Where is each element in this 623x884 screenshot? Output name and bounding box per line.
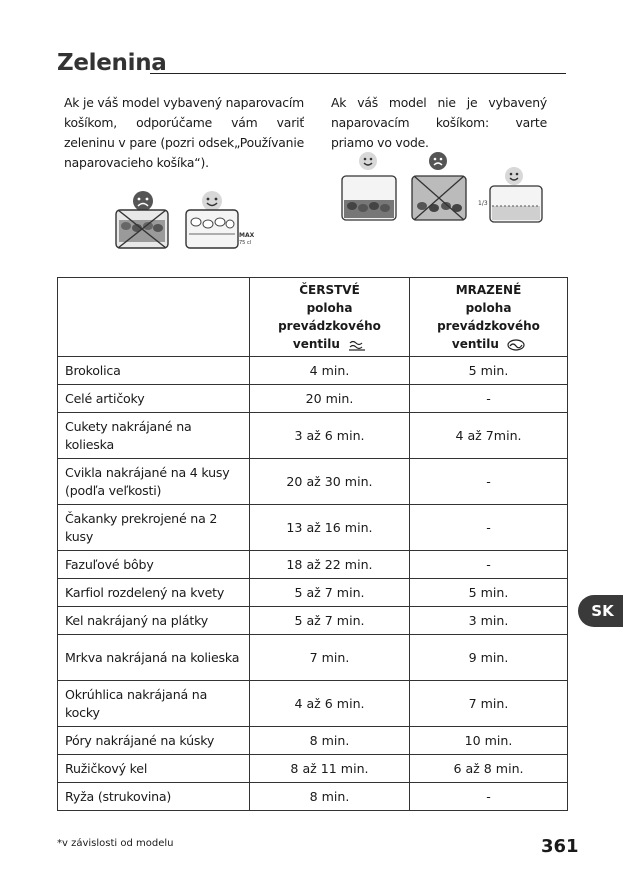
header-frozen-title: MRAZENÉ [455, 283, 522, 297]
header-frozen-valve: ventilu [451, 337, 499, 351]
happy-face-icon [202, 191, 222, 211]
fresh-time-cell: 8 až 11 min. [250, 755, 410, 783]
table-row [58, 551, 568, 579]
food-cell: Karfiol rozdelený na kvety [58, 579, 250, 607]
table-row [58, 755, 568, 783]
intro-without-basket: Ak váš model nie je vybavený naparovacím košíkom: varte priamo vo vode. [331, 95, 547, 150]
food-cell: Ryža (strukovina) [58, 783, 250, 811]
frozen-time-cell: 10 min. [410, 727, 568, 755]
max-label: MAX [239, 232, 255, 239]
table-row [58, 681, 568, 727]
footnote: *v závislosti od modelu [57, 838, 174, 849]
table-row [58, 459, 568, 505]
frozen-time-cell: - [410, 783, 568, 811]
table-header-row [58, 278, 568, 357]
intro-with-basket: Ak je váš model vybavený naparovacím košíkom, odporúčame vám variť zeleninu v pare (pozri odsek„Používanie naparovacieho košíka“). [64, 95, 304, 170]
food-cell: Čakanky prekrojené na 2 kusy [58, 505, 250, 551]
happy-face-icon [359, 152, 377, 170]
header-fresh [250, 278, 410, 357]
fresh-time-cell: 13 až 16 min. [250, 505, 410, 551]
table-row [58, 579, 568, 607]
food-cell: Celé artičoky [58, 385, 250, 413]
table-row [58, 727, 568, 755]
overfilled-basket-icon [116, 210, 168, 248]
fresh-time-cell: 4 min. [250, 357, 410, 385]
fresh-time-cell: 18 až 22 min. [250, 551, 410, 579]
food-cell: Okrúhlica nakrájaná na kocky [58, 681, 250, 727]
table-row [58, 385, 568, 413]
food-cell: Fazuľové bôby [58, 551, 250, 579]
happy-face-icon [505, 167, 523, 185]
table-row [58, 357, 568, 385]
title-underline [150, 73, 566, 74]
food-cell: Brokolica [58, 357, 250, 385]
header-fresh-subtitle: poloha prevádzkového [278, 301, 381, 333]
correct-basket-icon [186, 210, 238, 248]
cooking-times-table [57, 277, 568, 811]
header-frozen-subtitle: poloha prevádzkového [437, 301, 540, 333]
food-cell: Cvikla nakrájané na 4 kusy (podľa veľkosti) [58, 459, 250, 505]
frozen-time-cell: - [410, 505, 568, 551]
table-row [58, 607, 568, 635]
section-title: Zelenina [57, 50, 167, 76]
frozen-time-cell: - [410, 551, 568, 579]
page-number: 361 [541, 836, 579, 857]
frozen-time-cell: 7 min. [410, 681, 568, 727]
language-tab: SK [578, 595, 623, 627]
food-cell: Cukety nakrájané na kolieska [58, 413, 250, 459]
table-row [58, 635, 568, 681]
header-fresh-title: ČERSTVÉ [299, 283, 360, 297]
food-cell: Mrkva nakrájaná na kolieska [58, 635, 250, 681]
fresh-time-cell: 20 min. [250, 385, 410, 413]
fresh-time-cell: 5 až 7 min. [250, 607, 410, 635]
food-cell: Kel nakrájaný na plátky [58, 607, 250, 635]
header-empty-cell [58, 278, 250, 357]
fresh-time-cell: 3 až 6 min. [250, 413, 410, 459]
water-cooking-illustration [338, 150, 548, 228]
sad-face-icon [429, 152, 447, 170]
frozen-time-cell: 9 min. [410, 635, 568, 681]
fresh-time-cell: 4 až 6 min. [250, 681, 410, 727]
steam-fresh-icon [348, 339, 366, 351]
frozen-time-cell: - [410, 385, 568, 413]
fresh-time-cell: 8 min. [250, 783, 410, 811]
frozen-time-cell: 3 min. [410, 607, 568, 635]
fresh-time-cell: 5 až 7 min. [250, 579, 410, 607]
table-row [58, 505, 568, 551]
steam-frozen-icon [507, 339, 525, 351]
food-cell: Ružičkový kel [58, 755, 250, 783]
frozen-time-cell: 6 až 8 min. [410, 755, 568, 783]
volume-label: 75 cl [239, 240, 252, 246]
pot-one-third-water-icon [490, 186, 542, 222]
basket-illustration [112, 190, 262, 252]
table-row [58, 413, 568, 459]
frozen-time-cell: 5 min. [410, 357, 568, 385]
food-cell: Póry nakrájané na kúsky [58, 727, 250, 755]
sad-face-icon [133, 191, 153, 211]
frozen-time-cell: 4 až 7min. [410, 413, 568, 459]
frozen-time-cell: - [410, 459, 568, 505]
overfilled-pot-icon [412, 176, 466, 220]
fresh-time-cell: 7 min. [250, 635, 410, 681]
frozen-time-cell: 5 min. [410, 579, 568, 607]
pot-with-vegetables-icon [342, 176, 396, 220]
header-frozen [410, 278, 568, 357]
header-fresh-valve: ventilu [292, 337, 340, 351]
table-row [58, 783, 568, 811]
fresh-time-cell: 20 až 30 min. [250, 459, 410, 505]
one-third-label: 1/3 [478, 200, 488, 207]
fresh-time-cell: 8 min. [250, 727, 410, 755]
